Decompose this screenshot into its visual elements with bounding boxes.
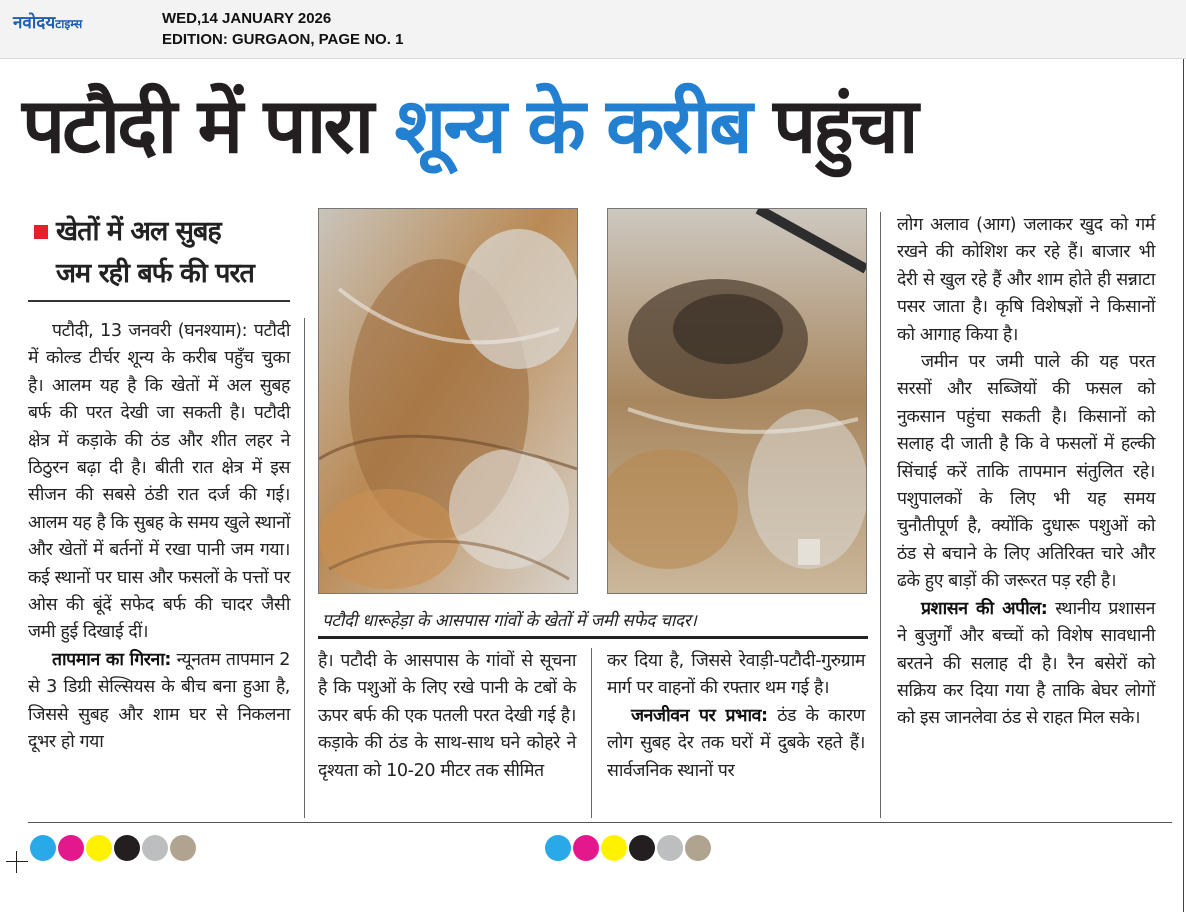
paragraph-text: स्थानीय प्रशासन ने बुजुर्गों और बच्चों को विशेष सावधानी बरतने की सलाह दी है। रैन बसेरों को सक्रिय कर दिया गया है ताकि बेघर लोगों को इस जानलेवा ठंड से राहत मिल सके। bbox=[897, 598, 1155, 729]
registration-mark-icon bbox=[6, 851, 28, 873]
article-column-4 bbox=[897, 212, 1155, 818]
page-edge-line bbox=[1183, 59, 1184, 912]
article-paragraph: पटौदी, 13 जनवरी (घनश्याम): पटौदी में कोल्ड टीर्चर शून्य के करीब पहुँच चुका है। आलम यह है कि खेतों में अल सुबह बर्फ की परत देखी जा सकती है। पटौदी क्षेत्र में कड़ाके की ठंड और शीत लहर ने ठिठुरन बढ़ा दी है। बीती रात क्षेत्र में इस सीजन की सबसे ठंडी रात दर्ज की गई। आलम यह है कि सुबह के समय खुले स्थानों और खेतों में बर्तनों में रखा पानी जम गया। कई स्थानों पर घास और फसलों के पत्तों पर ओस की बूंदें सफेद बर्फ की चादर जैसी जमी हुई दिखाई दीं। bbox=[28, 321, 290, 643]
masthead-bar bbox=[0, 0, 1186, 59]
frosted-field-image-2 bbox=[608, 209, 866, 593]
article-column-3 bbox=[607, 648, 865, 818]
section-heading: तापमान का गिरना: bbox=[52, 649, 172, 670]
color-swatch-dot bbox=[58, 835, 84, 861]
headline-part-3: पहुंचा bbox=[749, 81, 916, 170]
red-bullet-icon bbox=[34, 225, 48, 239]
bottom-rule bbox=[28, 822, 1172, 823]
column-divider bbox=[591, 648, 592, 818]
subheadline-line-1: खेतों में अल सुबह bbox=[56, 216, 221, 247]
column-divider bbox=[880, 212, 881, 818]
paragraph-text: ठंड के कारण लोग सुबह देर तक घरों में दुबके रहते हैं। सार्वजनिक स्थानों पर bbox=[607, 705, 865, 781]
subheadline-rule bbox=[28, 300, 290, 302]
issue-date: WED,14 JANUARY 2026 bbox=[162, 10, 332, 27]
section-heading: जनजीवन पर प्रभाव: bbox=[631, 705, 768, 726]
color-swatch-dot bbox=[573, 835, 599, 861]
color-swatch-dot bbox=[170, 835, 196, 861]
column-divider bbox=[304, 318, 305, 818]
frosted-field-image-1 bbox=[319, 209, 577, 593]
color-swatch-dot bbox=[545, 835, 571, 861]
color-swatch-dot bbox=[30, 835, 56, 861]
article-paragraph: जमीन पर जमी पाले की यह परत सरसों और सब्जियों की फसल को नुकसान पहुंचा सकती है। किसानों को सलाह दी जाती है कि वे फसलों में हल्की सिंचाई करें ताकि तापमान संतुलित रहे। पशुपालकों के लिए भी यह समय चुनौतीपूर्ण है, क्योंकि दुधारू पशुओं को ठंड से बचाने के लिए अतिरिक्त चारे और ढके हुए बाड़ों की जरूरत पड़ रही है। bbox=[897, 352, 1155, 592]
photo-frosted-field-1 bbox=[318, 208, 578, 594]
article-paragraph: लोग अलाव (आग) जलाकर खुद को गर्म रखने की कोशिश कर रहे हैं। बाजार भी देरी से खुल रहे हैं और शाम होते ही सन्नाटा पसर जाता है। कृषि विशेषज्ञों ने किसानों को आगाह किया है। bbox=[897, 215, 1155, 345]
article-paragraph: कर दिया है, जिससे रेवाड़ी-पटौदी-गुरुग्राम मार्ग पर वाहनों की रफ्तार थम गई है। bbox=[607, 651, 865, 699]
newspaper-logo[interactable] bbox=[13, 10, 82, 33]
photo-frosted-field-2 bbox=[607, 208, 867, 594]
article-paragraph bbox=[28, 647, 290, 757]
color-swatch-dot bbox=[86, 835, 112, 861]
color-swatch-dot bbox=[601, 835, 627, 861]
article-column-2 bbox=[318, 648, 576, 818]
photo-caption: पटौदी धारूहेड़ा के आसपास गांवों के खेतों में जमी सफेद चादर। bbox=[322, 611, 697, 631]
headline-part-1: पटौदी में पारा bbox=[22, 81, 395, 170]
paragraph-text: न्यूनतम तापमान 2 से 3 डिग्री सेल्सियस के बीच बना हुआ है, जिससे सुबह और शाम घर से निकलना दूभर हो गया bbox=[28, 649, 291, 753]
color-swatch-dot bbox=[114, 835, 140, 861]
edition-page: EDITION: GURGAON, PAGE NO. 1 bbox=[162, 31, 404, 48]
subheadline-line-2: जम रही बर्फ की परत bbox=[56, 258, 254, 289]
edition-info bbox=[162, 8, 403, 50]
logo-sub-text: टाइम्स bbox=[55, 17, 83, 31]
article-paragraph bbox=[897, 596, 1155, 733]
color-swatch-dot bbox=[629, 835, 655, 861]
article-column-1 bbox=[28, 318, 290, 818]
article-paragraph: है। पटौदी के आसपास के गांवों से सूचना है कि पशुओं के लिए रखे पानी के टबों के ऊपर बर्फ की एक पतली परत देखी गई है। कड़ाके की ठंड के साथ-साथ घने कोहरे ने दृश्यता को 10-20 मीटर तक सीमित bbox=[318, 651, 576, 781]
color-swatch-dot bbox=[685, 835, 711, 861]
color-swatch-dot bbox=[142, 835, 168, 861]
headline-highlight: शून्य के करीब bbox=[394, 81, 750, 170]
main-headline bbox=[22, 76, 1172, 176]
color-swatch-dot bbox=[657, 835, 683, 861]
section-heading: प्रशासन की अपील: bbox=[921, 598, 1048, 619]
caption-rule bbox=[318, 636, 868, 639]
article-paragraph bbox=[607, 703, 865, 785]
logo-main-text: नवोदय bbox=[13, 13, 56, 33]
